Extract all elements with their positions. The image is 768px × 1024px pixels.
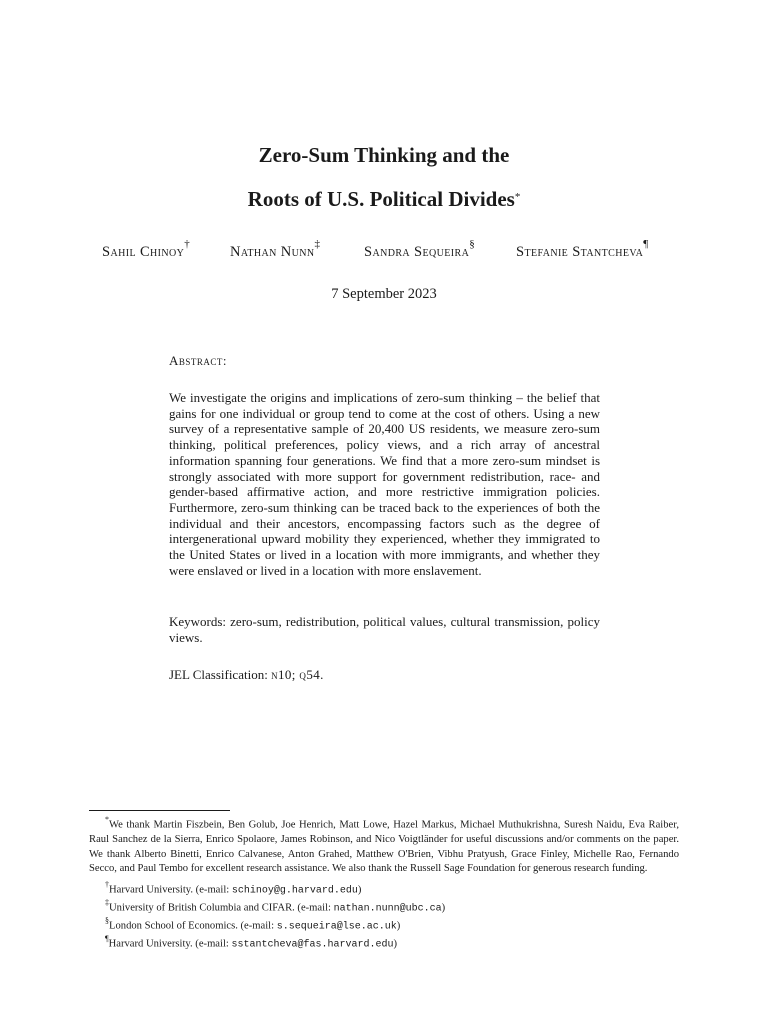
email-link[interactable]: sstantcheva@fas.harvard.edu <box>231 939 394 951</box>
footnote-mark: ¶ <box>105 933 109 943</box>
footnote-close: ) <box>441 902 446 914</box>
footnote-text: London School of Economics. (e-mail: <box>109 920 277 932</box>
publication-date: 7 September 2023 <box>331 286 437 302</box>
footnote-divider <box>89 810 230 811</box>
footnote-sequeira <box>89 913 679 931</box>
author-name: Stefanie Stantcheva <box>516 243 644 260</box>
paper-title-line-1 <box>0 143 768 167</box>
email-link[interactable]: nathan.nunn@ubc.ca <box>333 903 442 915</box>
footnote-text: Harvard University. (e-mail: <box>108 938 232 950</box>
abstract-heading: Abstract: <box>169 353 228 368</box>
author-footnote-mark: ¶ <box>643 238 649 250</box>
footnote-nunn <box>89 895 679 913</box>
footnote-close: ) <box>357 884 362 896</box>
footnotes <box>89 814 679 949</box>
author-nunn <box>230 238 321 261</box>
footnote-mark: * <box>105 815 109 824</box>
author-chinoy <box>102 238 191 261</box>
author-footnote-mark: † <box>184 238 191 250</box>
author-name: Sandra Sequeira <box>364 243 470 260</box>
footnote-chinoy <box>89 877 679 895</box>
footnote-text: Harvard University. (e-mail: <box>109 884 232 896</box>
email-link[interactable]: schinoy@g.harvard.edu <box>231 885 358 897</box>
jel-classification <box>169 667 600 683</box>
keywords: Keywords: zero-sum, redistribution, political values, cultural transmission, policy views. <box>169 614 600 645</box>
footnote-mark: † <box>105 879 109 889</box>
title-footnote-mark: * <box>514 191 521 203</box>
author-footnote-mark: ‡ <box>314 238 321 250</box>
footnote-mark: ‡ <box>105 897 109 907</box>
footnote-close: ) <box>393 938 398 950</box>
footnote-text: University of British Columbia and CIFAR. (e-mail: <box>109 902 334 914</box>
author-footnote-mark: § <box>469 238 476 250</box>
footnote-text: We thank Martin Fiszbein, Ben Golub, Joe Henrich, Matt Lowe, Hazel Markus, Michael Muthukrishna, Suresh Naidu, Eva Raiber, Raul Sanchez de la Sierra, Enrico Spolaore, James Robinson, and Nico Voigtländer for useful discussions and/or comments on the paper. We thank Alberto Binetti, Enrico Calvanese, Anton Grahed, Matthew O'Brien, Vibhu Pratyush, Grace Finley, Michelle Rao, Fernando Secco, and Paul Tembo for excellent research assistance. We also thank the Russell Sage Foundation for generous research funding. <box>89 819 679 875</box>
footnote-close: ) <box>396 920 401 932</box>
footnote-stantcheva <box>89 931 679 949</box>
jel-codes: n10; q54. <box>271 667 324 682</box>
title-text-1: Zero-Sum Thinking and the <box>258 143 510 167</box>
author-sequeira <box>364 238 476 261</box>
author-stantcheva <box>516 238 649 261</box>
author-name: Nathan Nunn <box>230 243 315 260</box>
title-text-2: Roots of U.S. Political Divides <box>247 187 515 211</box>
author-list <box>0 238 768 265</box>
author-name: Sahil Chinoy <box>102 243 185 260</box>
footnote-mark: § <box>105 915 109 925</box>
paper-title-line-2 <box>0 187 768 211</box>
email-link[interactable]: s.sequeira@lse.ac.uk <box>276 921 397 933</box>
abstract-body: We investigate the origins and implications of zero-sum thinking – the belief that gains for one individual or group tend to come at the cost of others. Using a new survey of a representative sample of 20,400 US residents, we measure zero-sum thinking, political preferences, policy views, and a rich array of ancestral information spanning four generations. We find that a more zero-sum mindset is strongly associated with more support for government redistribution, race- and gender-based affirmative action, and more restrictive immigration policies. Furthermore, zero-sum thinking can be traced back to the experiences of both the individual and their ancestors, encompassing factors such as the degree of intergenerational upward mobility they experienced, whether they immigrated to the United States or lived in a location with more immigrants, and whether they were enslaved or lived in a location with more enslavement. <box>169 390 600 578</box>
jel-label: JEL Classification: <box>169 667 272 682</box>
footnote-acknowledgements <box>89 814 679 877</box>
